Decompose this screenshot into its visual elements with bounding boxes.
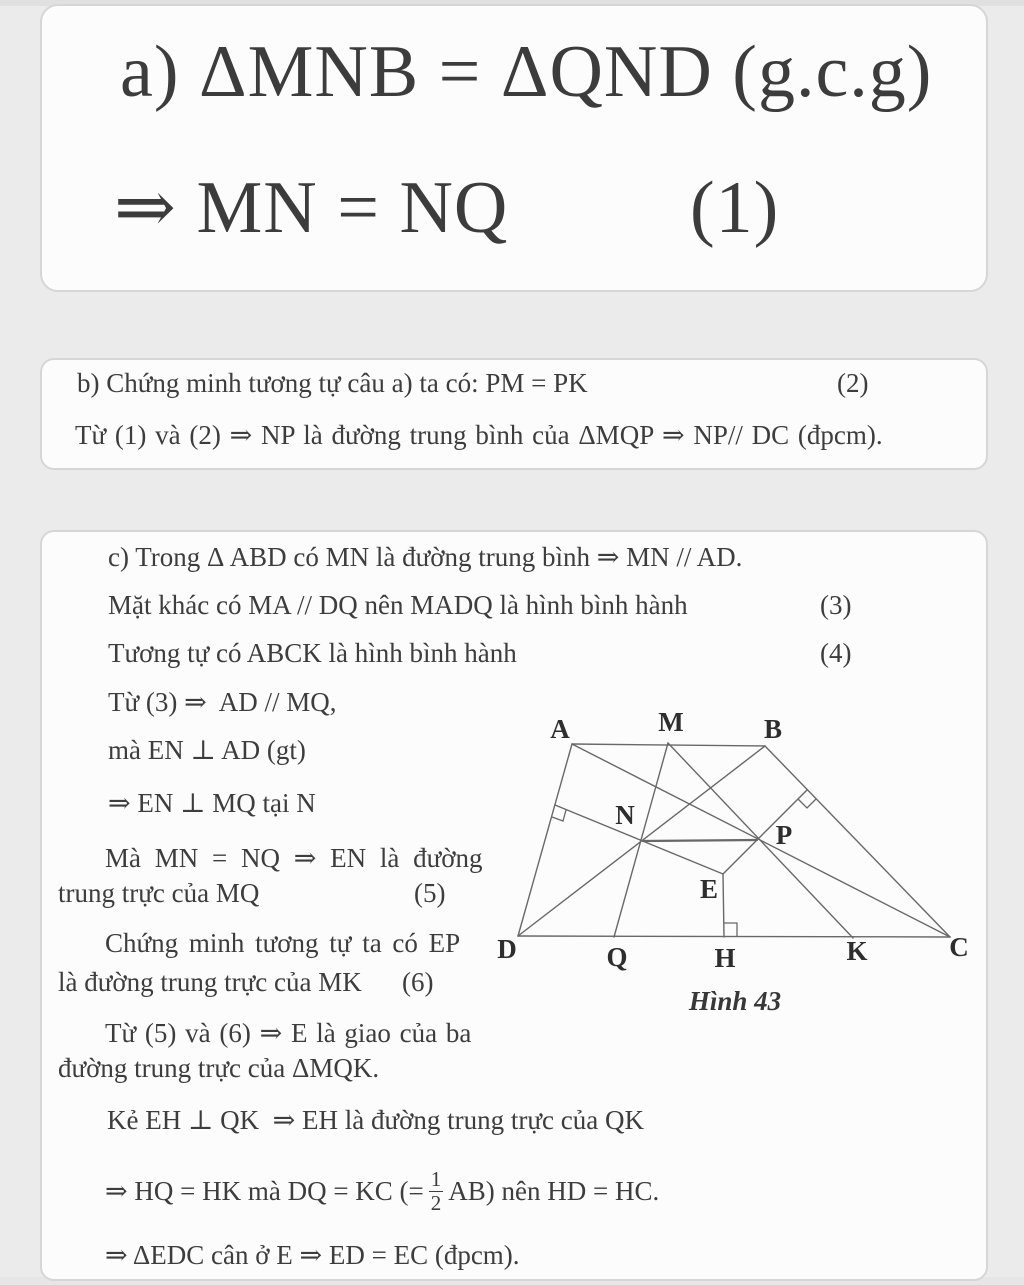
statement-c-line3: Tương tự có ABCK là hình bình hành	[108, 638, 517, 668]
statement-c-line11: Từ (5) và (6) ⇒ E là giao của ba	[105, 1018, 472, 1048]
figure-point-label-A: A	[550, 714, 570, 744]
equation-tag-4: (4)	[820, 638, 852, 668]
statement-c-line5: mà EN ⊥ AD (gt)	[108, 735, 306, 765]
figure-segment-BC	[765, 746, 950, 937]
equation-tag-5: (5)	[414, 878, 446, 908]
figure-point-label-P: P	[775, 820, 793, 850]
statement-c-line8: trung trực của MQ	[58, 878, 260, 908]
figure-point-label-K: K	[846, 936, 868, 966]
figure-point-label-M: M	[658, 712, 684, 737]
statement-c-line14-post: AB) nên HD = HC.	[448, 1175, 660, 1206]
figure-point-label-Q: Q	[606, 942, 628, 972]
one-half-fraction	[429, 1168, 444, 1214]
equation-tag-6: (6)	[402, 967, 434, 997]
statement-c-line7: Mà MN = NQ ⇒ EN là đường	[105, 843, 483, 873]
equation-tag-2: (2)	[837, 368, 869, 398]
figure-segment-AC	[572, 744, 950, 937]
solution-card-b	[40, 358, 988, 470]
statement-triangle-congruence: a) ΔMNB = ΔQND (g.c.g)	[120, 31, 933, 113]
figure-point-label-E: E	[699, 874, 719, 904]
equation-tag-1: (1)	[690, 167, 780, 249]
figure-point-label-D: D	[497, 934, 517, 964]
figure-point-label-C: C	[949, 932, 969, 962]
right-angle-mark-0	[552, 810, 566, 821]
figure-point-label-N: N	[615, 800, 635, 830]
statement-c-line12: đường trung trực của ΔMQK.	[58, 1053, 380, 1083]
figure-caption: Hình 43	[688, 986, 782, 1016]
trapezoid-figure-svg	[495, 712, 975, 1015]
statement-c-line10: là đường trung trực của MK	[58, 967, 362, 997]
statement-b-line1: b) Chứng minh tương tự câu a) ta có: PM = PK	[77, 368, 588, 398]
figure-segment-DA	[518, 744, 572, 936]
figure-point-label-H: H	[714, 943, 736, 973]
statement-c-line2: Mặt khác có MA // DQ nên MADQ là hình bình hành	[108, 590, 688, 620]
right-angle-mark-2	[724, 923, 737, 937]
right-angle-mark-1	[798, 799, 816, 808]
statement-mn-equals-nq: ⇒ MN = NQ	[114, 167, 509, 249]
statement-c-line9: Chứng minh tương tự ta có EP	[105, 928, 461, 958]
equation-tag-3: (3)	[820, 590, 852, 620]
statement-c-line6: ⇒ EN ⊥ MQ tại N	[108, 788, 316, 818]
figure-segment-NP	[643, 840, 757, 841]
figure-segment-EFBC	[723, 790, 807, 874]
statement-c-line14	[105, 1160, 659, 1222]
figure-point-label-B: B	[763, 714, 783, 744]
solution-card-a	[40, 4, 988, 292]
fraction-denominator: 2	[430, 1190, 442, 1215]
figure-segment-EH	[723, 874, 724, 937]
statement-c-line1: c) Trong Δ ABD có MN là đường trung bình ⇒ MN // AD.	[108, 542, 743, 572]
statement-b-line2: Từ (1) và (2) ⇒ NP là đường trung bình của ΔMQP ⇒ NP// DC (đpcm).	[75, 420, 883, 450]
geometry-figure	[495, 712, 975, 1015]
statement-c-line15: ⇒ ΔEDC cân ở E ⇒ ED = EC (đpcm).	[105, 1240, 520, 1270]
figure-segment-CD	[518, 936, 950, 937]
statement-c-line13: Kẻ EH ⊥ QK ⇒ EH là đường trung trực của QK	[107, 1105, 644, 1135]
fraction-numerator: 1	[430, 1166, 442, 1191]
statement-c-line14-pre: ⇒ HQ = HK mà DQ = KC (=	[105, 1175, 424, 1206]
statement-c-line4: Từ (3) ⇒ AD // MQ,	[108, 687, 337, 717]
